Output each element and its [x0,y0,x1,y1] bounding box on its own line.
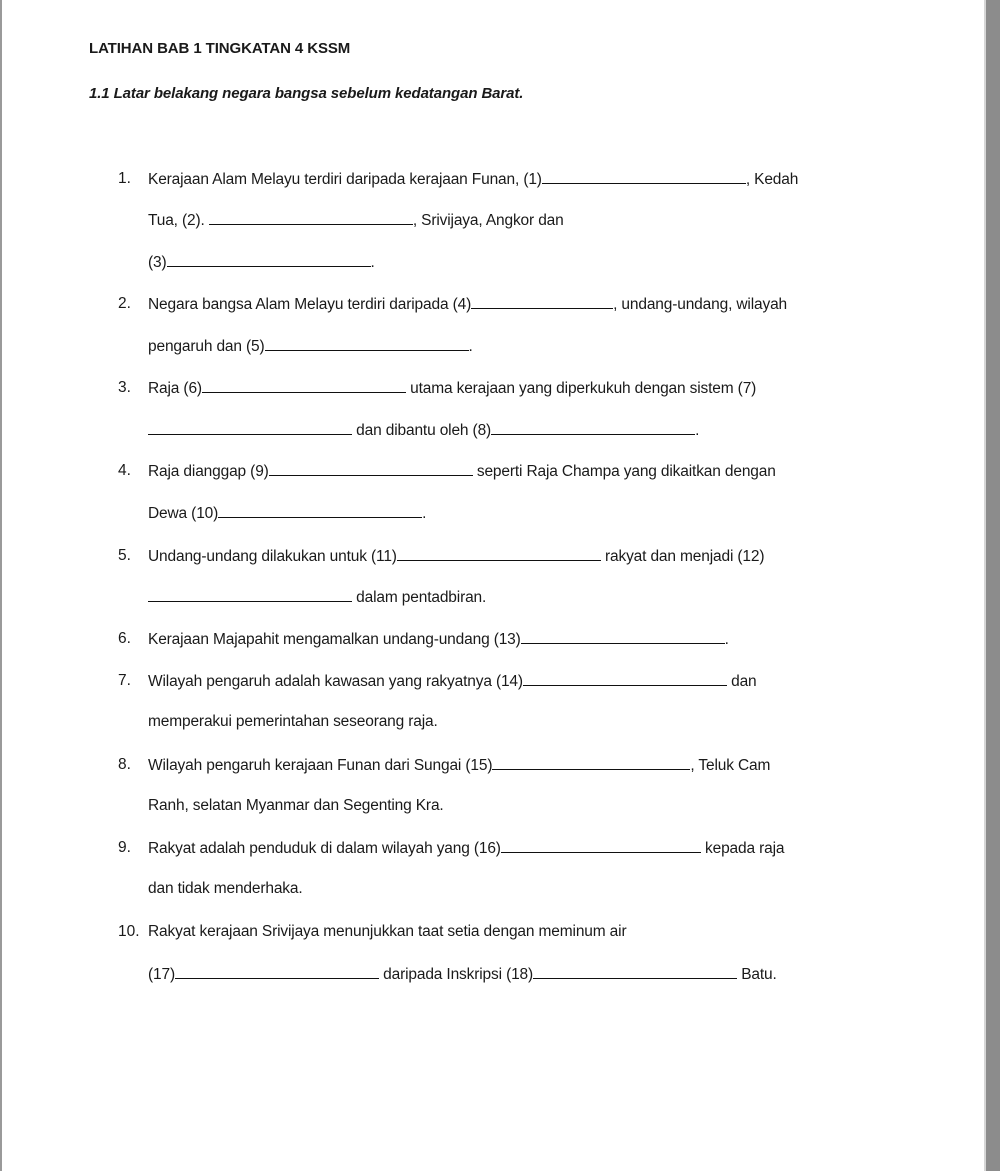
answer-blank-10[interactable] [218,503,422,518]
question-number: 5. [118,547,131,564]
question-line: memperakui pemerintahan seseorang raja. [148,713,438,730]
answer-blank-16[interactable] [501,838,701,853]
answer-blank-4[interactable] [471,294,613,309]
answer-blank-8[interactable] [491,420,695,435]
question-line: Wilayah pengaruh adalah kawasan yang rakyatnya (14) dan [148,673,757,690]
answer-blank-7[interactable] [148,420,352,435]
question-number: 3. [118,379,131,396]
question-line: (17) daripada Inskripsi (18) Batu. [148,966,777,983]
answer-blank-15[interactable] [492,755,690,770]
question-line: Kerajaan Alam Melayu terdiri daripada kerajaan Funan, (1) , Kedah [148,171,799,188]
answer-blank-3[interactable] [167,252,371,267]
question-line: Undang-undang dilakukan untuk (11) rakyat dan menjadi (12) [148,548,765,565]
question-number: 9. [118,839,131,856]
question-line: Raja (6) utama kerajaan yang diperkukuh dengan sistem (7) [148,380,757,397]
question-number: 6. [118,630,131,647]
answer-blank-6[interactable] [202,378,406,393]
question-line: dan tidak menderhaka. [148,880,303,897]
question-number: 2. [118,295,131,312]
worksheet-page [2,0,984,1171]
question-line: Rakyat adalah penduduk di dalam wilayah yang (16) kepada raja [148,840,785,857]
section-subtitle: 1.1 Latar belakang negara bangsa sebelum kedatangan Barat. [89,85,524,102]
answer-blank-17[interactable] [175,964,379,979]
question-line: Kerajaan Majapahit mengamalkan undang-undang (13) . [148,631,729,648]
answer-blank-12[interactable] [148,587,352,602]
answer-blank-9[interactable] [269,461,473,476]
question-line: (3) . [148,254,375,271]
question-line: dan dibantu oleh (8) . [148,420,699,441]
scrollbar-track[interactable] [986,0,1000,1171]
answer-blank-14[interactable] [523,671,727,686]
question-line: Negara bangsa Alam Melayu terdiri daripada (4) , undang-undang, wilayah [148,296,788,313]
question-line: dalam pentadbiran. [148,587,486,608]
question-line: pengaruh dan (5) . [148,338,473,355]
question-line: Ranh, selatan Myanmar dan Segenting Kra. [148,797,444,814]
answer-blank-2[interactable] [209,210,413,225]
question-line: Raja dianggap (9) seperti Raja Champa yang dikaitkan dengan [148,463,776,480]
question-line: Dewa (10) . [148,505,427,522]
question-line: Wilayah pengaruh kerajaan Funan dari Sungai (15) , Teluk Cam [148,757,771,774]
answer-blank-13[interactable] [521,629,725,644]
question-line: Rakyat kerajaan Srivijaya menunjukkan taat setia dengan meminum air [148,923,627,940]
worksheet-title: LATIHAN BAB 1 TINGKATAN 4 KSSM [89,40,351,57]
answer-blank-5[interactable] [265,336,469,351]
answer-blank-18[interactable] [533,964,737,979]
question-number: 1. [118,170,131,187]
answer-blank-11[interactable] [397,546,601,561]
question-number: 4. [118,462,131,479]
question-number: 7. [118,672,131,689]
question-number: 10. [118,923,140,940]
question-line: Tua, (2). , Srivijaya, Angkor dan [148,212,564,229]
question-number: 8. [118,756,131,773]
answer-blank-1[interactable] [542,169,746,184]
